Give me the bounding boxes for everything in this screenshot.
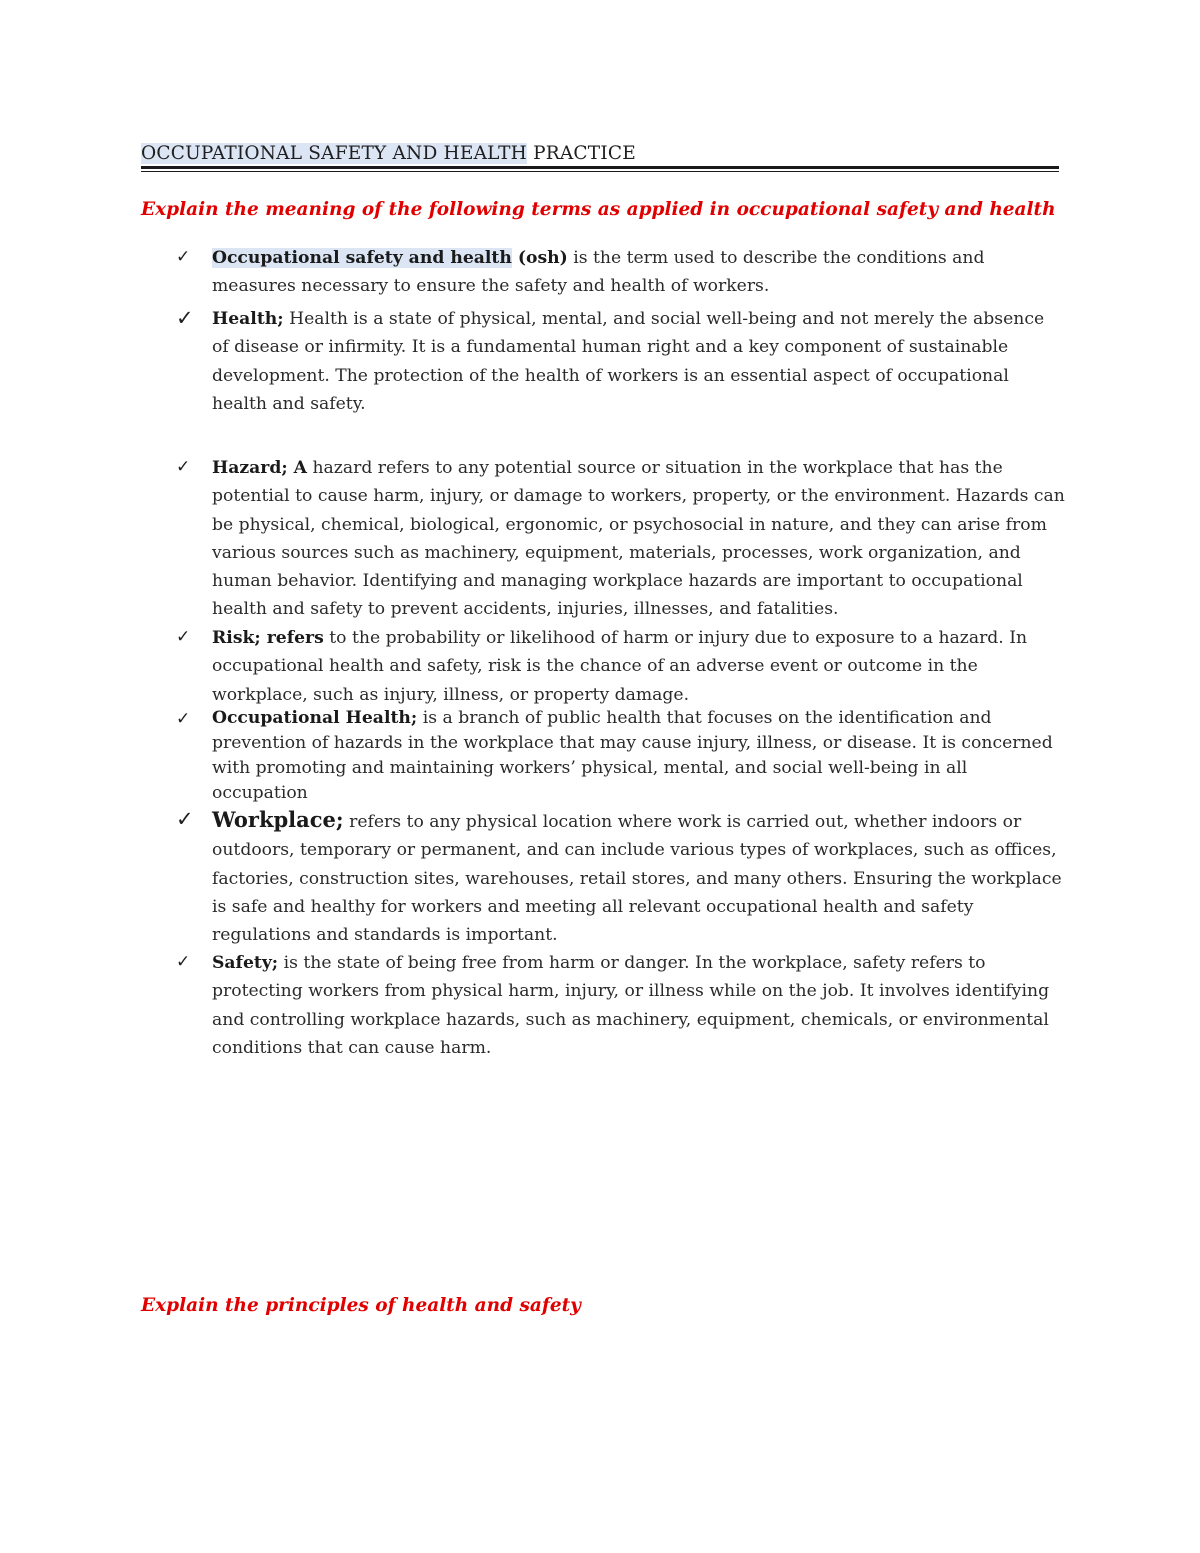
checkmark-icon: ✓ xyxy=(176,306,194,330)
term-osh-suffix: (osh) xyxy=(511,248,568,268)
section-heading-terms: Explain the meaning of the following terms as applied in occupational safety and health xyxy=(141,199,1056,220)
checkmark-icon: ✓ xyxy=(176,709,191,729)
list-item-osh xyxy=(176,244,1066,301)
definition-health: Health is a state of physical, mental, and social well-being and not merely the absence of disease or infirmity. It is a fundamental human right and a key component of sustainable development. The protection of the health of workers is an essential aspect of occupational health and safety. xyxy=(212,309,1045,414)
item-text xyxy=(212,624,1066,709)
item-text xyxy=(212,949,1066,1062)
title-rest: PRACTICE xyxy=(527,143,636,164)
definition-hazard: hazard refers to any potential source or situation in the workplace that has the potential to cause harm, injury, or damage to workers, property, or the environment. Hazards can be physical, chemical, biological, ergonomic, or psychosocial in nature, and they can arise from various sources such as machinery, equipment, materials, processes, work organization, and human behavior. Identifying and managing workplace hazards are important to occupational health and safety to prevent accidents, injuries, illnesses, and fatalities. xyxy=(212,458,1065,620)
term-hazard: Hazard; A xyxy=(212,458,308,478)
definition-occupational-health: is a branch of public health that focuses on the identification and prevention of hazards in the workplace that may cause injury, illness, or disease. It is concerned with promoting and maintaining workers’ physical, mental, and social well-being in all occupation xyxy=(212,708,1053,803)
term-risk: Risk; refers xyxy=(212,628,324,648)
item-text xyxy=(212,706,1066,806)
list-item-safety xyxy=(176,949,1066,1062)
item-text xyxy=(212,454,1066,624)
title-underline-thick xyxy=(141,166,1059,169)
term-workplace: Workplace; xyxy=(212,807,344,832)
section-heading-principles: Explain the principles of health and safety xyxy=(141,1295,581,1316)
checkmark-icon: ✓ xyxy=(176,457,191,477)
definition-risk: to the probability or likelihood of harm or injury due to exposure to a hazard. In occupational health and safety, risk is the chance of an adverse event or outcome in the workplace, such as injury, illness, or property damage. xyxy=(212,628,1028,705)
term-safety: Safety; xyxy=(212,953,279,973)
checkmark-icon: ✓ xyxy=(176,807,194,831)
item-text xyxy=(212,806,1066,949)
checkmark-icon: ✓ xyxy=(176,952,191,972)
definition-osh: is the term used to describe the conditions and measures necessary to ensure the safety and health of workers. xyxy=(212,248,985,297)
list-item-risk xyxy=(176,624,1066,709)
title-highlighted: OCCUPATIONAL SAFETY AND HEALTH xyxy=(141,143,528,164)
list-item-occupational-health xyxy=(176,706,1066,806)
title-underline-thin xyxy=(141,171,1059,172)
term-health: Health; xyxy=(212,309,284,329)
list-item-workplace xyxy=(176,806,1066,949)
checkmark-icon: ✓ xyxy=(176,247,191,267)
definition-workplace: refers to any physical location where work is carried out, whether indoors or outdoors, temporary or permanent, and can include various types of workplaces, such as offices, factories, construction sites, warehouses, retail stores, and many others. Ensuring the workplace is safe and healthy for workers and meeting all relevant occupational health and safety regulations and standards is important. xyxy=(212,812,1062,946)
document-title xyxy=(141,142,636,166)
definition-safety: is the state of being free from harm or danger. In the workplace, safety refers to protecting workers from physical harm, injury, or illness while on the job. It involves identifying and controlling workplace hazards, such as machinery, equipment, chemicals, or environmental conditions that can cause harm. xyxy=(212,953,1050,1058)
item-text xyxy=(212,244,1066,301)
list-item-health xyxy=(176,305,1066,418)
item-text xyxy=(212,305,1066,418)
term-osh: Occupational safety and health xyxy=(212,248,512,268)
list-item-hazard xyxy=(176,454,1066,624)
term-occupational-health: Occupational Health; xyxy=(212,708,418,728)
checkmark-icon: ✓ xyxy=(176,627,191,647)
